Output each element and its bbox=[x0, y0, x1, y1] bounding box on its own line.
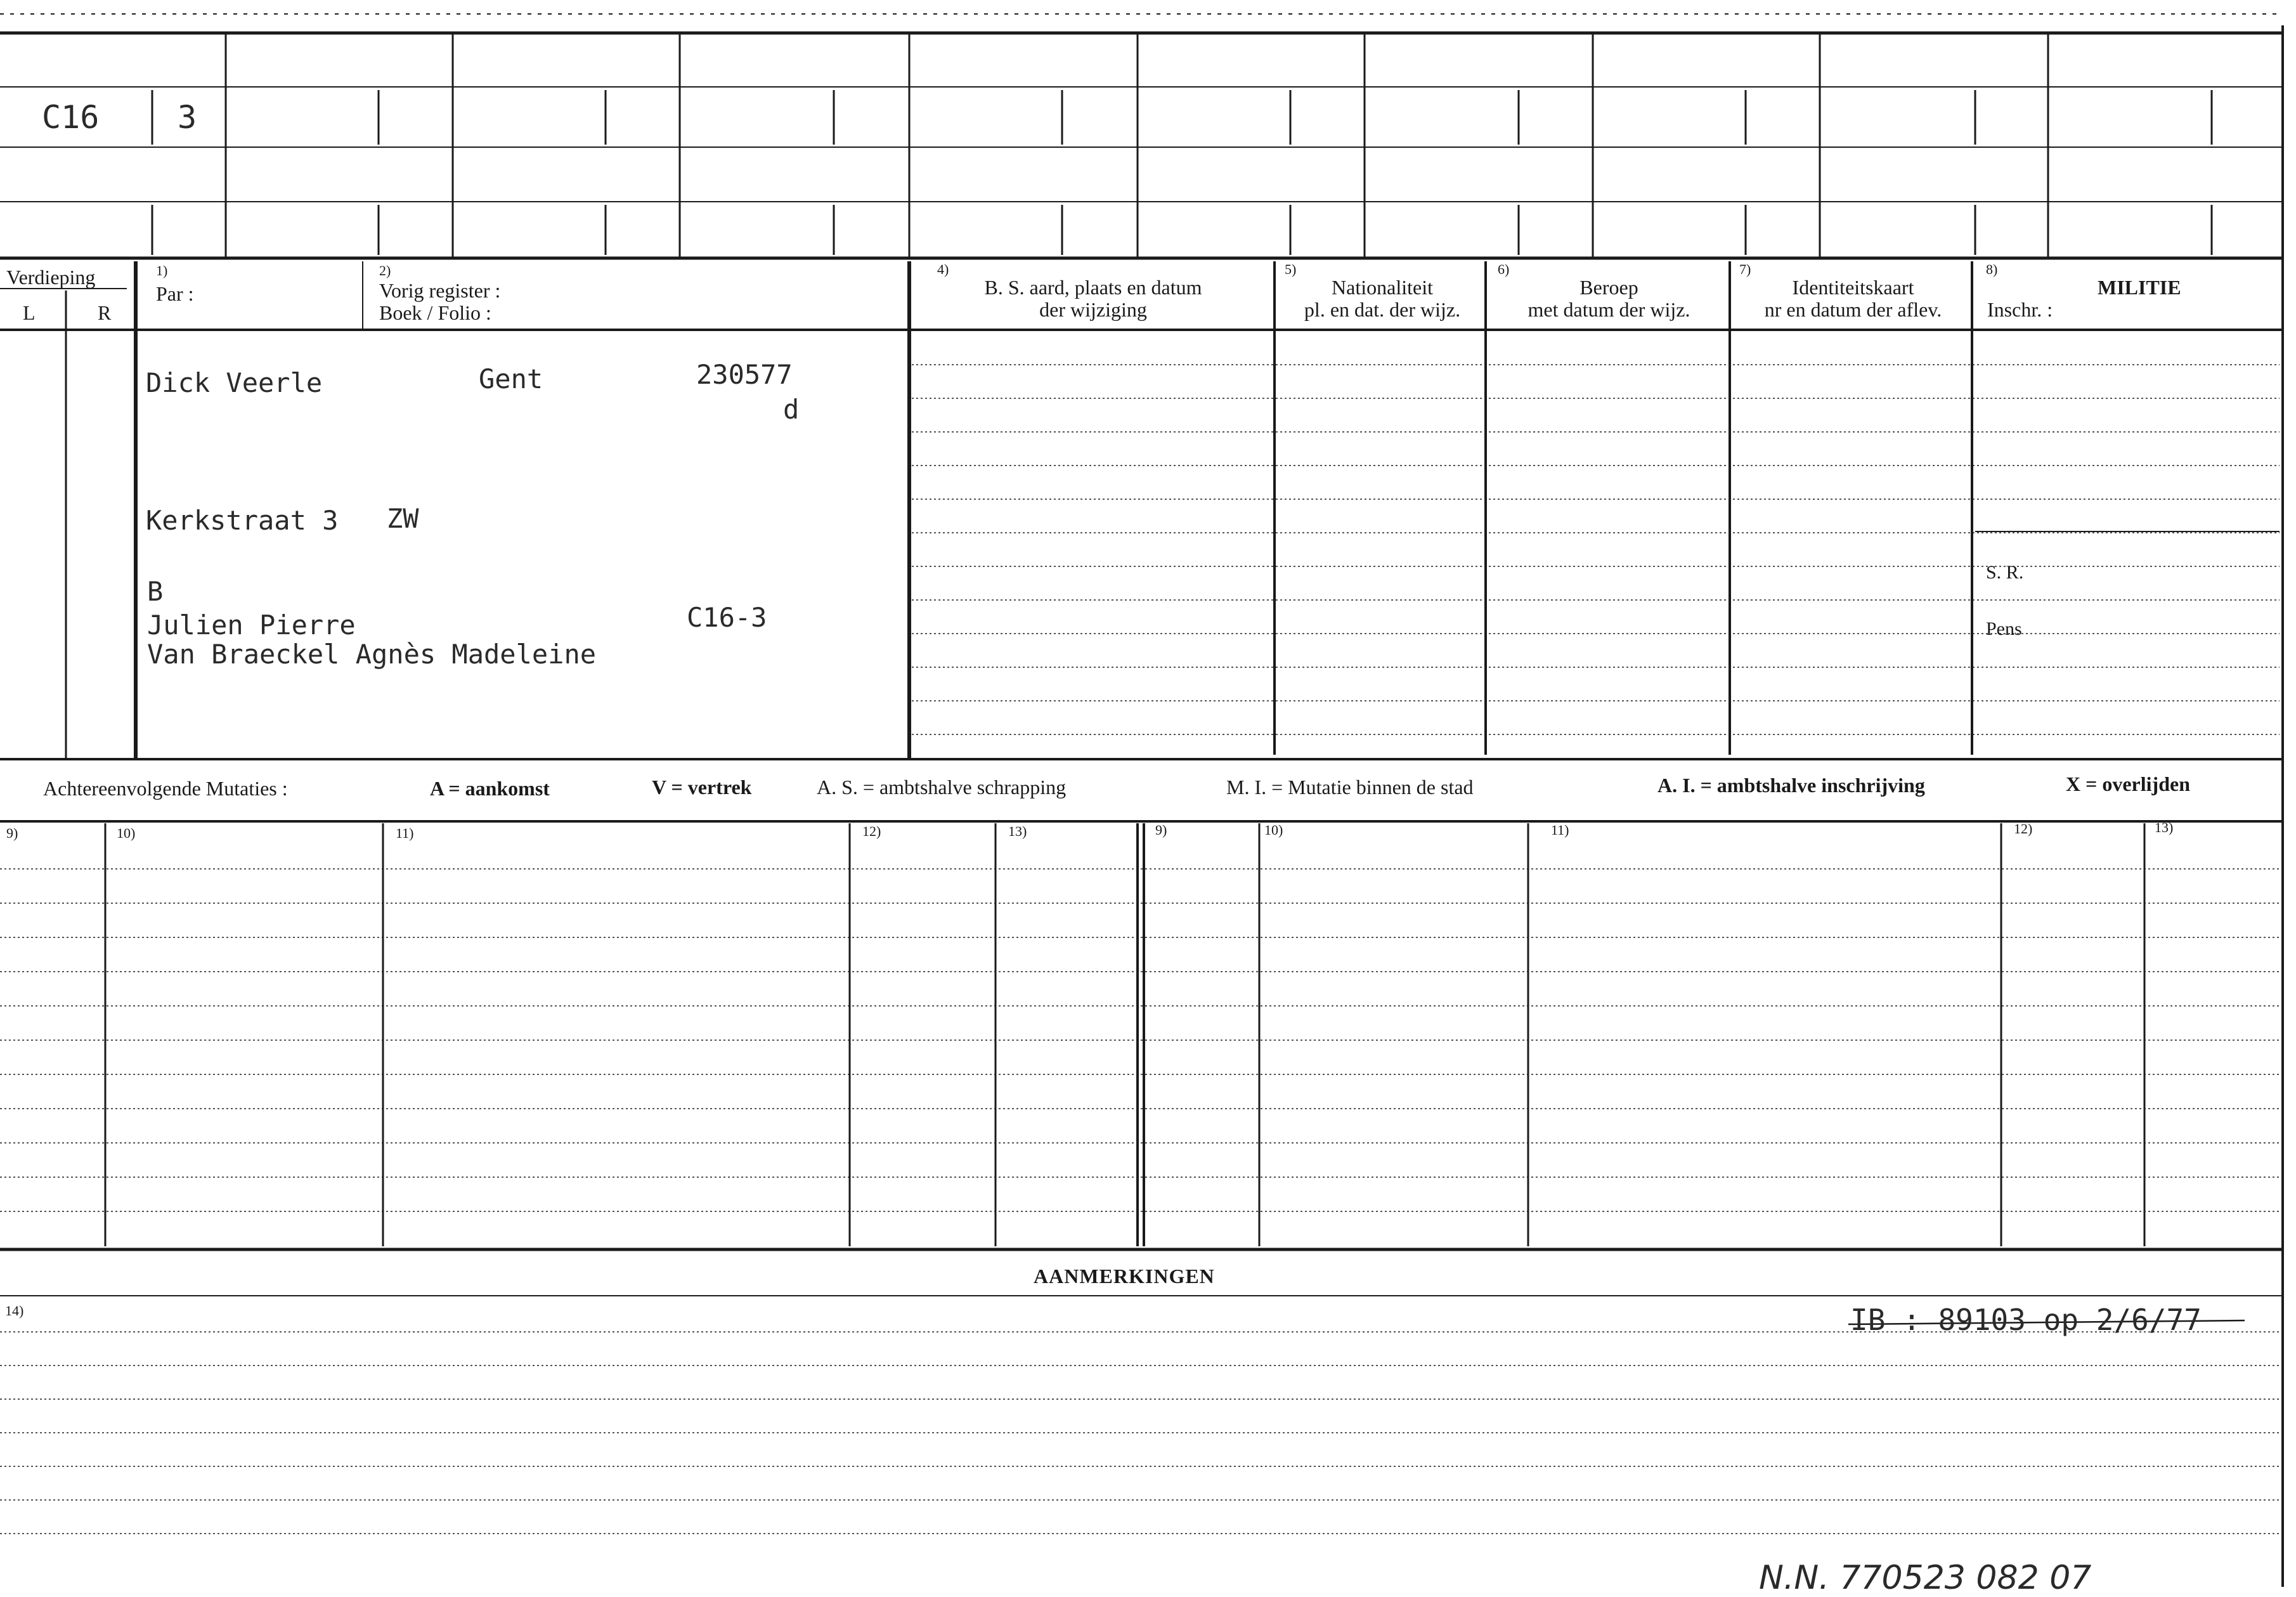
footnote-6: 6) bbox=[1498, 261, 1510, 277]
mut-right-col-13: 13) bbox=[2155, 819, 2174, 835]
footnote-4: 4) bbox=[937, 261, 949, 277]
header-inschr: Inschr. : bbox=[1987, 298, 2053, 321]
footnote-7: 7) bbox=[1739, 261, 1751, 277]
legend-as: A. S. = ambtshalve schrapping bbox=[817, 776, 1067, 798]
legend-mi: M. I. = Mutatie binnen de stad bbox=[1226, 776, 1474, 798]
mut-right-col-11: 11) bbox=[1551, 822, 1569, 838]
father-name: Julien Pierre bbox=[147, 609, 356, 641]
civil-status: B bbox=[147, 576, 164, 607]
mut-right-col-12: 12) bbox=[2014, 821, 2033, 837]
footnote-5: 5) bbox=[1285, 261, 1297, 277]
footnote-14: 14) bbox=[5, 1303, 24, 1319]
header-identiteitskaart-sub: nr en datum der aflev. bbox=[1764, 298, 1942, 321]
sector-code: C16 bbox=[42, 99, 100, 136]
birthdate: 230577 bbox=[696, 359, 793, 390]
birthplace: Gent bbox=[479, 363, 543, 394]
legend-a: A = aankomst bbox=[430, 777, 550, 800]
mut-right-col-9: 9) bbox=[1155, 822, 1167, 838]
mut-left-col-10: 10) bbox=[117, 825, 136, 841]
footnote-8: 8) bbox=[1986, 261, 1998, 277]
mutations-label: Achtereenvolgende Mutaties : bbox=[43, 777, 288, 800]
mut-right-col-10: 10) bbox=[1264, 822, 1283, 838]
mut-left-col-11: 11) bbox=[396, 825, 414, 841]
legend-v: V = vertrek bbox=[652, 776, 752, 798]
header-nationaliteit: Nationaliteit bbox=[1332, 276, 1433, 299]
remarks-title: AANMERKINGEN bbox=[1034, 1265, 1215, 1287]
legend-x: X = overlijden bbox=[2066, 772, 2190, 795]
mut-left-col-13: 13) bbox=[1008, 823, 1027, 839]
person-name: Dick Veerle bbox=[146, 367, 323, 398]
reference: C16-3 bbox=[687, 602, 767, 633]
label-pens: Pens bbox=[1986, 618, 2022, 639]
mut-left-col-9: 9) bbox=[6, 825, 18, 841]
national-number: N.N. 770523 082 07 bbox=[1759, 1559, 2092, 1597]
header-l: L bbox=[23, 301, 36, 324]
footnote-1: 1) bbox=[156, 263, 168, 278]
header-r: R bbox=[98, 301, 112, 324]
house-number: 3 bbox=[178, 99, 197, 136]
mother-name: Van Braeckel Agnès Madeleine bbox=[147, 639, 597, 670]
mut-left-col-12: 12) bbox=[862, 823, 881, 839]
header-beroep-sub: met datum der wijz. bbox=[1527, 298, 1690, 321]
header-identiteitskaart: Identiteitskaart bbox=[1792, 276, 1914, 299]
sex: d bbox=[783, 394, 800, 425]
remark-note: IB : 89103 op 2/6/77 bbox=[1850, 1303, 2202, 1337]
header-nationaliteit-sub: pl. en dat. der wijz. bbox=[1304, 298, 1461, 321]
address-code: ZW bbox=[387, 503, 419, 534]
address: Kerkstraat 3 bbox=[146, 505, 339, 536]
header-beroep: Beroep bbox=[1579, 276, 1638, 299]
label-sr: S. R. bbox=[1986, 562, 2024, 583]
header-vorig-register: Vorig register : bbox=[379, 279, 501, 302]
header-bs-line1: B. S. aard, plaats en datum bbox=[984, 276, 1202, 299]
header-par: Par : bbox=[156, 282, 194, 305]
legend-ai: A. I. = ambtshalve inschrijving bbox=[1657, 774, 1925, 797]
footnote-2: 2) bbox=[379, 263, 391, 278]
header-boek-folio: Boek / Folio : bbox=[379, 301, 491, 324]
header-bs-line2: der wijziging bbox=[1039, 298, 1147, 321]
header-militie: MILITIE bbox=[2098, 276, 2181, 299]
